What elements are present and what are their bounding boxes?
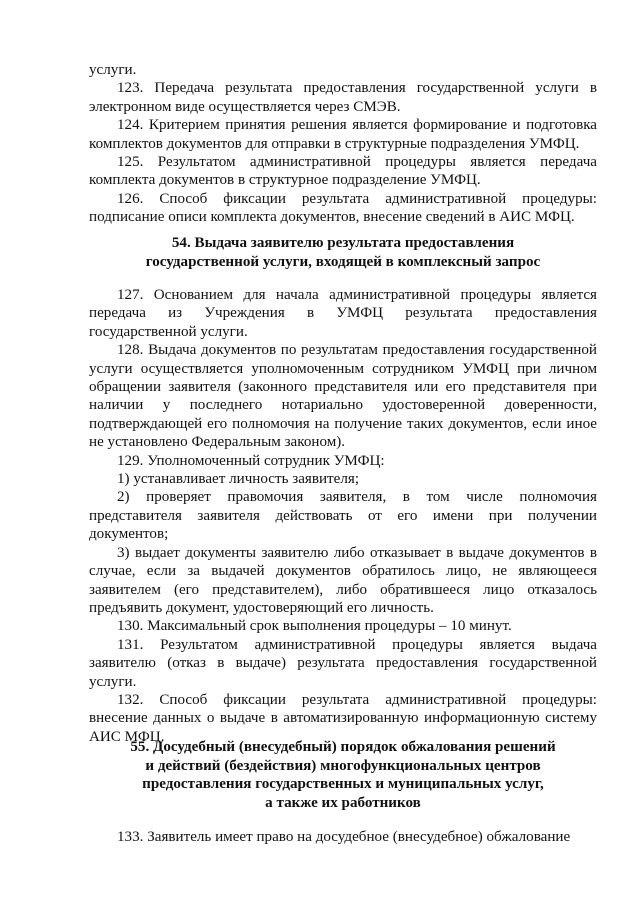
text-block-3 [89,828,597,846]
paragraph-129: 129. Уполномоченный сотрудник УМФЦ: [117,452,385,469]
paragraph-125: 125. Результатом административной процедуры является передача комплекта документов в структурное подразделение УМФЦ. [89,154,597,189]
section-54-heading-line: 54. Выдача заявителю результата предоставления [171,235,515,251]
section-55-heading-line: а также их работников [265,794,421,811]
paragraph-continuation: услуги. [89,62,137,78]
paragraph-133: 133. Заявитель имеет право на досудебное (внесудебное) обжалование [117,829,571,845]
paragraph-131: 131. Результатом административной процедуры является выдача заявителю (отказ в выдаче) результата предоставления государственной услуги. [89,636,597,690]
paragraph-128: 128. Выдача документов по результатам предоставления государственной услуги осуществляется уполномоченным сотрудником УМФЦ при личном обращении заявителя (законного представителя или его представителя при наличии у последнего нотариально удостоверенной доверенности, подтверждающей его полномочия на получение таких документов, если иное не установлено Федеральным законом). [89,342,597,451]
paragraph-132: 132. Способ фиксации результата административной процедуры: внесение данных о выдаче в автоматизированную информационную систему АИС МФЦ. [89,691,597,745]
paragraph-124: 124. Критерием принятия решения является формирование и подготовка комплектов документов для отправки в структурные подразделения УМФЦ. [89,117,597,152]
section-54-heading [89,234,597,271]
list-item-2: 2) проверяет правомочия заявителя, в том числе полномочия представителя заявителя действовать от его имени при получении документов; [89,489,597,543]
text-block-2 [89,286,597,746]
paragraph-126: 126. Способ фиксации результата административной процедуры: подписание описи комплекта документов, внесение сведений в АИС МФЦ. [89,190,597,226]
paragraph-130: 130. Максимальный срок выполнения процедуры – 10 минут. [117,618,512,635]
section-55-heading-line: 55. Досудебный (внесудебный) порядок обжалования решений [130,739,556,755]
paragraph-123: 123. Передача результата предоставления государственной услуги в электронном виде осуществляется через СМЭВ. [89,80,597,115]
list-item-1: 1) устанавливает личность заявителя; [117,471,360,488]
paragraph-127: 127. Основанием для начала административной процедуры является передача из Учреждения в УМФЦ результата предоставления государственной услуги. [89,287,597,340]
section-54-heading-line: государственной услуги, входящей в комплексный запрос [145,253,541,270]
text-block-1 [89,61,597,227]
section-55-heading [89,738,597,812]
section-55-heading-line: предоставления государственных и муниципальных услуг, [142,776,544,793]
list-item-3: 3) выдает документы заявителю либо отказывает в выдаче документов в случае, если за выдачей документов обратилось лицо, не являющееся заявителем (его представителем), либо обратившееся лицо отказалось предъявить документ, удостоверяющий его личность. [89,544,597,616]
section-55-heading-line: и действий (бездействия) многофункциональных центров [145,757,541,774]
